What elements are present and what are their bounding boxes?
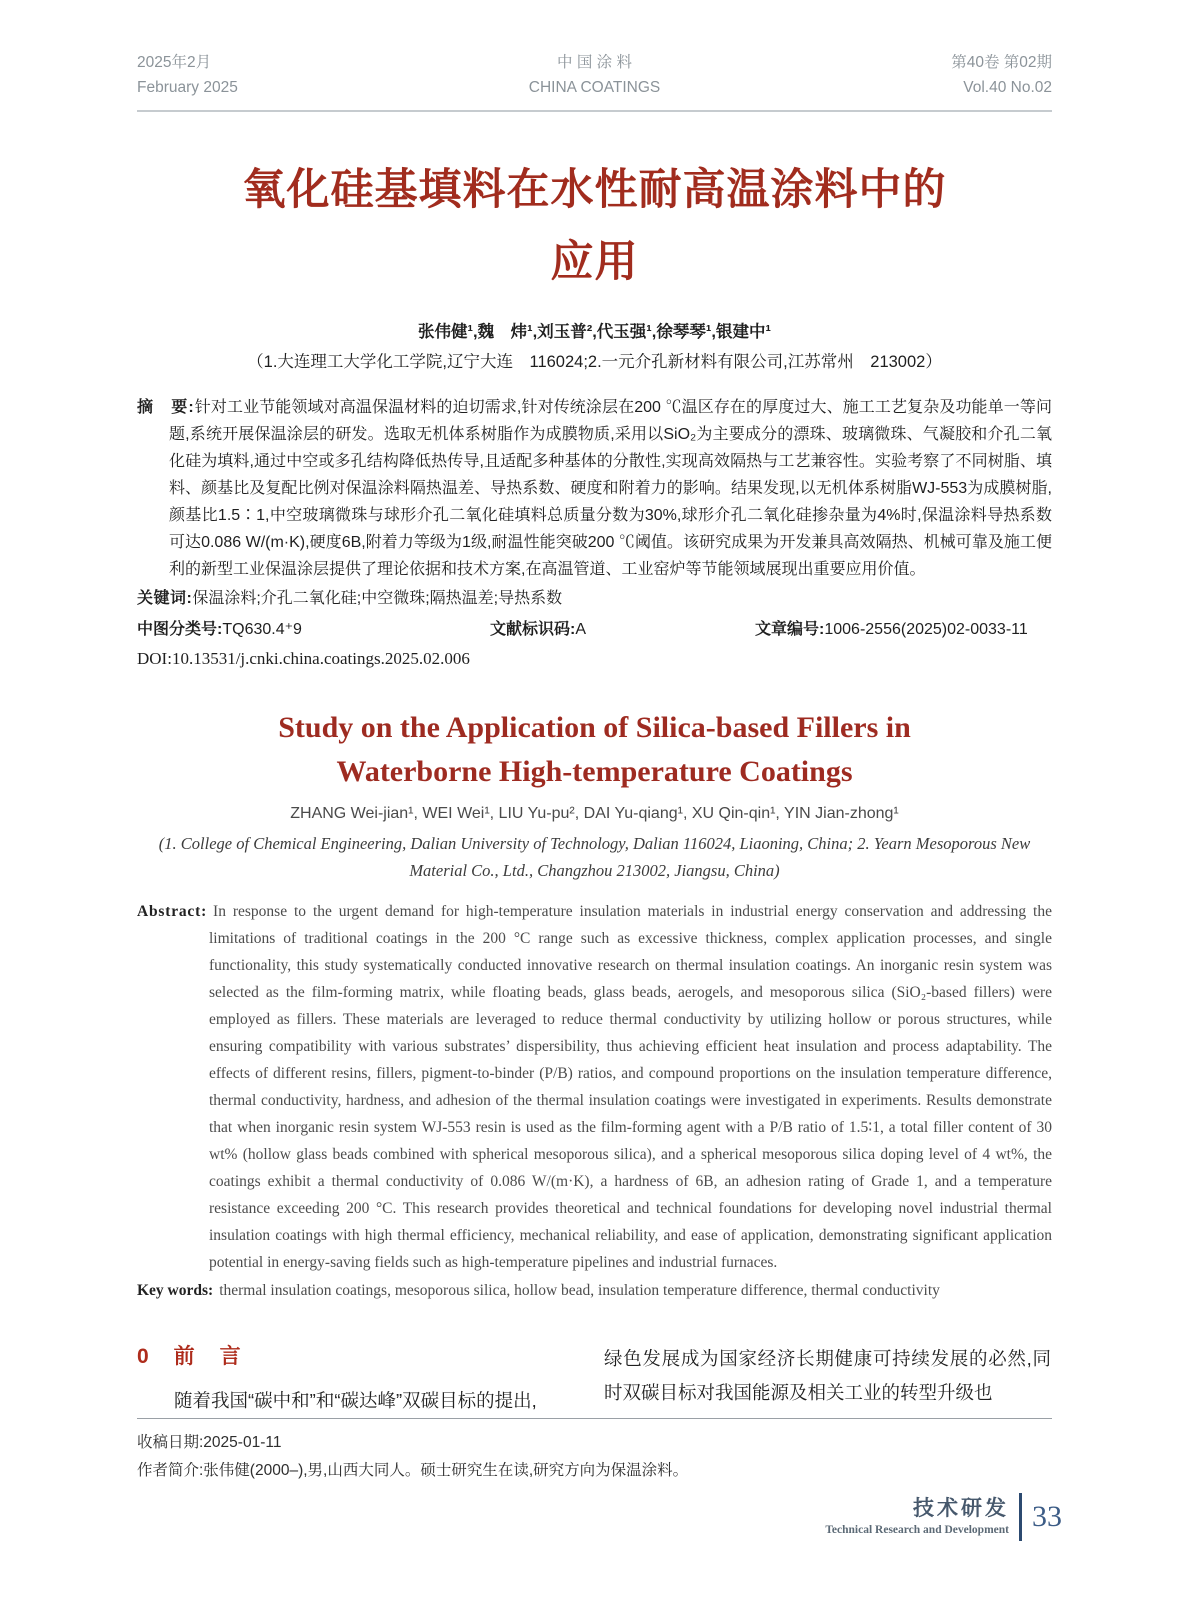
document-code-value: A bbox=[575, 621, 587, 638]
volume-issue-cn: 第40卷 第02期 bbox=[951, 54, 1052, 71]
article-id-value: 1006-2556(2025)02-0033-11 bbox=[824, 621, 1028, 638]
footer-column-en: Technical Research and Development bbox=[825, 1524, 1009, 1536]
footnote-block bbox=[137, 1418, 1052, 1485]
issue-date-en: February 2025 bbox=[137, 79, 238, 96]
article-id-label: 文章编号: bbox=[755, 621, 825, 638]
section-heading-foreword: 0 前 言 bbox=[137, 1345, 243, 1368]
clc-value: TQ630.4⁺9 bbox=[222, 621, 302, 638]
abstract-cn-text: 针对工业节能领域对高温保温材料的迫切需求,针对传统涂层在200 ℃温区存在的厚度过大、施工工艺复杂及功能单一等问题,系统开展保温涂层的研发。选取无机体系树脂作为成膜物质,采用以SiO₂为主要成分的漂珠、玻璃微珠、气凝胶和介孔二氧化硅为填料,通过中空或多孔结构降低热传导,且适配多种基体的分散性,实现高效隔热与工艺兼容性。实验考察了不同树脂、填料、颜基比及复配比例对保温涂料隔热温差、导热系数、硬度和附着力的影响。结果发现,以无机体系树脂WJ-553为成膜树脂,颜基比1.5∶1,中空玻璃微珠与球形介孔二氧化硅填料总质量分数为30%,球形介孔二氧化硅掺杂量为4%时,保温涂料导热系数可达0.086 W/(m·K),硬度6B,附着力等级为1级,耐温性能突破200 ℃阈值。该研究成果为开发兼具高效隔热、机械可靠及施工便利的新型工业保温涂层提供了理论依据和技术方案,在高温管道、工业窑炉等节能领域展现出重要应用价值。 bbox=[169, 399, 1052, 578]
issue-date bbox=[137, 50, 238, 100]
clc-label: 中图分类号: bbox=[137, 621, 223, 638]
article-title-en bbox=[137, 706, 1052, 794]
footer-divider-bar bbox=[1019, 1493, 1022, 1541]
journal-name-en: CHINA COATINGS bbox=[528, 79, 661, 96]
intro-section bbox=[137, 1342, 1052, 1418]
footer-column-cn: 技术研发 bbox=[913, 1497, 1009, 1520]
journal-name-cn: 中 国 涂 料 bbox=[557, 54, 632, 71]
intro-left-column bbox=[137, 1342, 584, 1418]
document-code-label: 文献标识码: bbox=[490, 621, 576, 638]
article-title-cn-line1: 氧化硅基填料在水性耐高温涂料中的 bbox=[242, 166, 947, 214]
abstract-en-label: Abstract: bbox=[137, 903, 208, 920]
issue-date-cn: 2025年2月 bbox=[137, 54, 212, 71]
intro-right-column bbox=[604, 1342, 1051, 1418]
journal-name bbox=[529, 50, 660, 100]
page-footer bbox=[825, 1493, 1062, 1541]
classification-row bbox=[137, 616, 1052, 643]
document-code bbox=[490, 616, 586, 643]
running-head bbox=[137, 50, 1052, 112]
abstract-cn-label: 摘 要: bbox=[137, 399, 195, 416]
article-title-en-line2: Waterborne High-temperature Coatings bbox=[336, 755, 853, 788]
article-title-cn bbox=[137, 154, 1052, 298]
clc-number bbox=[137, 616, 302, 643]
affiliation-en: (1. College of Chemical Engineering, Dalian University of Technology, Dalian 116024, Liaoning, China; 2. Yearn Mesoporous New Material Co., Ltd., Changzhou 213002, Jiangsu, China) bbox=[158, 834, 1031, 880]
page-number: 33 bbox=[1032, 1500, 1062, 1533]
keywords-cn-text: 保温涂料;介孔二氧化硅;中空微珠;隔热温差;导热系数 bbox=[192, 590, 563, 607]
footer-column-title bbox=[825, 1496, 1009, 1538]
abstract-en-text: In response to the urgent demand for high-temperature insulation materials in industrial energy conservation and addressing the limitations of traditional coatings in the 200 °C range such as excessive thickness, complex application processes, and single functionality, this study systematically conducted innovative research on thermal insulation coatings. An inorganic resin system was selected as the film-forming matrix, while floating beads, glass beads, aerogels, and mesoporous silica (SiO₂-based fillers) were employed as fillers. These materials are leveraged to reduce thermal conductivity by utilizing hollow or porous structures, while ensuring compatibility with various substrates’ dispersibility, thus achieving efficient heat insulation and process adaptability. The effects of different resins, fillers, pigment-to-binder (P/B) ratios, and compound proportions on the insulation temperature difference, thermal conductivity, hardness, and adhesion of the thermal insulation coatings were investigated in experiments. Results demonstrate that when inorganic resin system WJ-553 resin is used as the film-forming agent with a P/B ratio of 1.5∶1, a total filler content of 30 wt% (hollow glass beads combined with spherical mesoporous silica), and a spherical mesoporous silica doping level of 4 wt%, the coatings exhibit a thermal conductivity of 0.086 W/(m·K), a hardness of 6B, an adhesion rating of Grade 1, and a temperature resistance exceeding 200 °C. This research provides theoretical and technical foundations for developing novel industrial thermal insulation coatings with high thermal efficiency, mechanical reliability, and ease of application, demonstrating significant application potential in energy-saving fields such as high-temperature pipelines and industrial furnaces. bbox=[209, 903, 1052, 1271]
volume-issue-en: Vol.40 No.02 bbox=[963, 79, 1052, 96]
keywords-en-text: thermal insulation coatings, mesoporous silica, hollow bead, insulation temperature difference, thermal conductivity bbox=[219, 1282, 940, 1299]
article-title-cn-line2: 应用 bbox=[550, 238, 639, 286]
abstract-cn bbox=[137, 394, 1052, 583]
abstract-en bbox=[137, 898, 1052, 1276]
affiliation-cn: （1.大连理工大学化工学院,辽宁大连 116024;2.一元介孔新材料有限公司,江苏常州 213002） bbox=[247, 353, 942, 371]
doi: DOI:10.13531/j.cnki.china.coatings.2025.02.006 bbox=[137, 649, 470, 668]
authors-en: ZHANG Wei-jian¹, WEI Wei¹, LIU Yu-pu², DAI Yu-qiang¹, XU Qin-qin¹, YIN Jian-zhong¹ bbox=[290, 805, 899, 822]
keywords-cn-label: 关键词: bbox=[137, 590, 193, 607]
author-bio: 作者简介:张伟健(2000–),男,山西大同人。硕士研究生在读,研究方向为保温涂料。 bbox=[137, 1462, 689, 1479]
received-date: 收稿日期:2025-01-11 bbox=[137, 1434, 282, 1451]
authors-cn: 张伟健¹,魏 炜¹,刘玉普²,代玉强¹,徐琴琴¹,银建中¹ bbox=[418, 323, 771, 341]
volume-issue bbox=[951, 50, 1052, 100]
keywords-cn bbox=[137, 585, 1052, 612]
intro-paragraph-left: 随着我国“碳中和”和“碳达峰”双碳目标的提出, bbox=[174, 1390, 537, 1411]
intro-paragraph-right: 绿色发展成为国家经济长期健康可持续发展的必然,同时双碳目标对我国能源及相关工业的转型升级也 bbox=[604, 1348, 1051, 1403]
keywords-en-label: Key words: bbox=[137, 1282, 214, 1299]
keywords-en bbox=[137, 1277, 1052, 1304]
article-id bbox=[755, 616, 1028, 643]
article-title-en-line1: Study on the Application of Silica-based Fillers in bbox=[278, 711, 911, 744]
